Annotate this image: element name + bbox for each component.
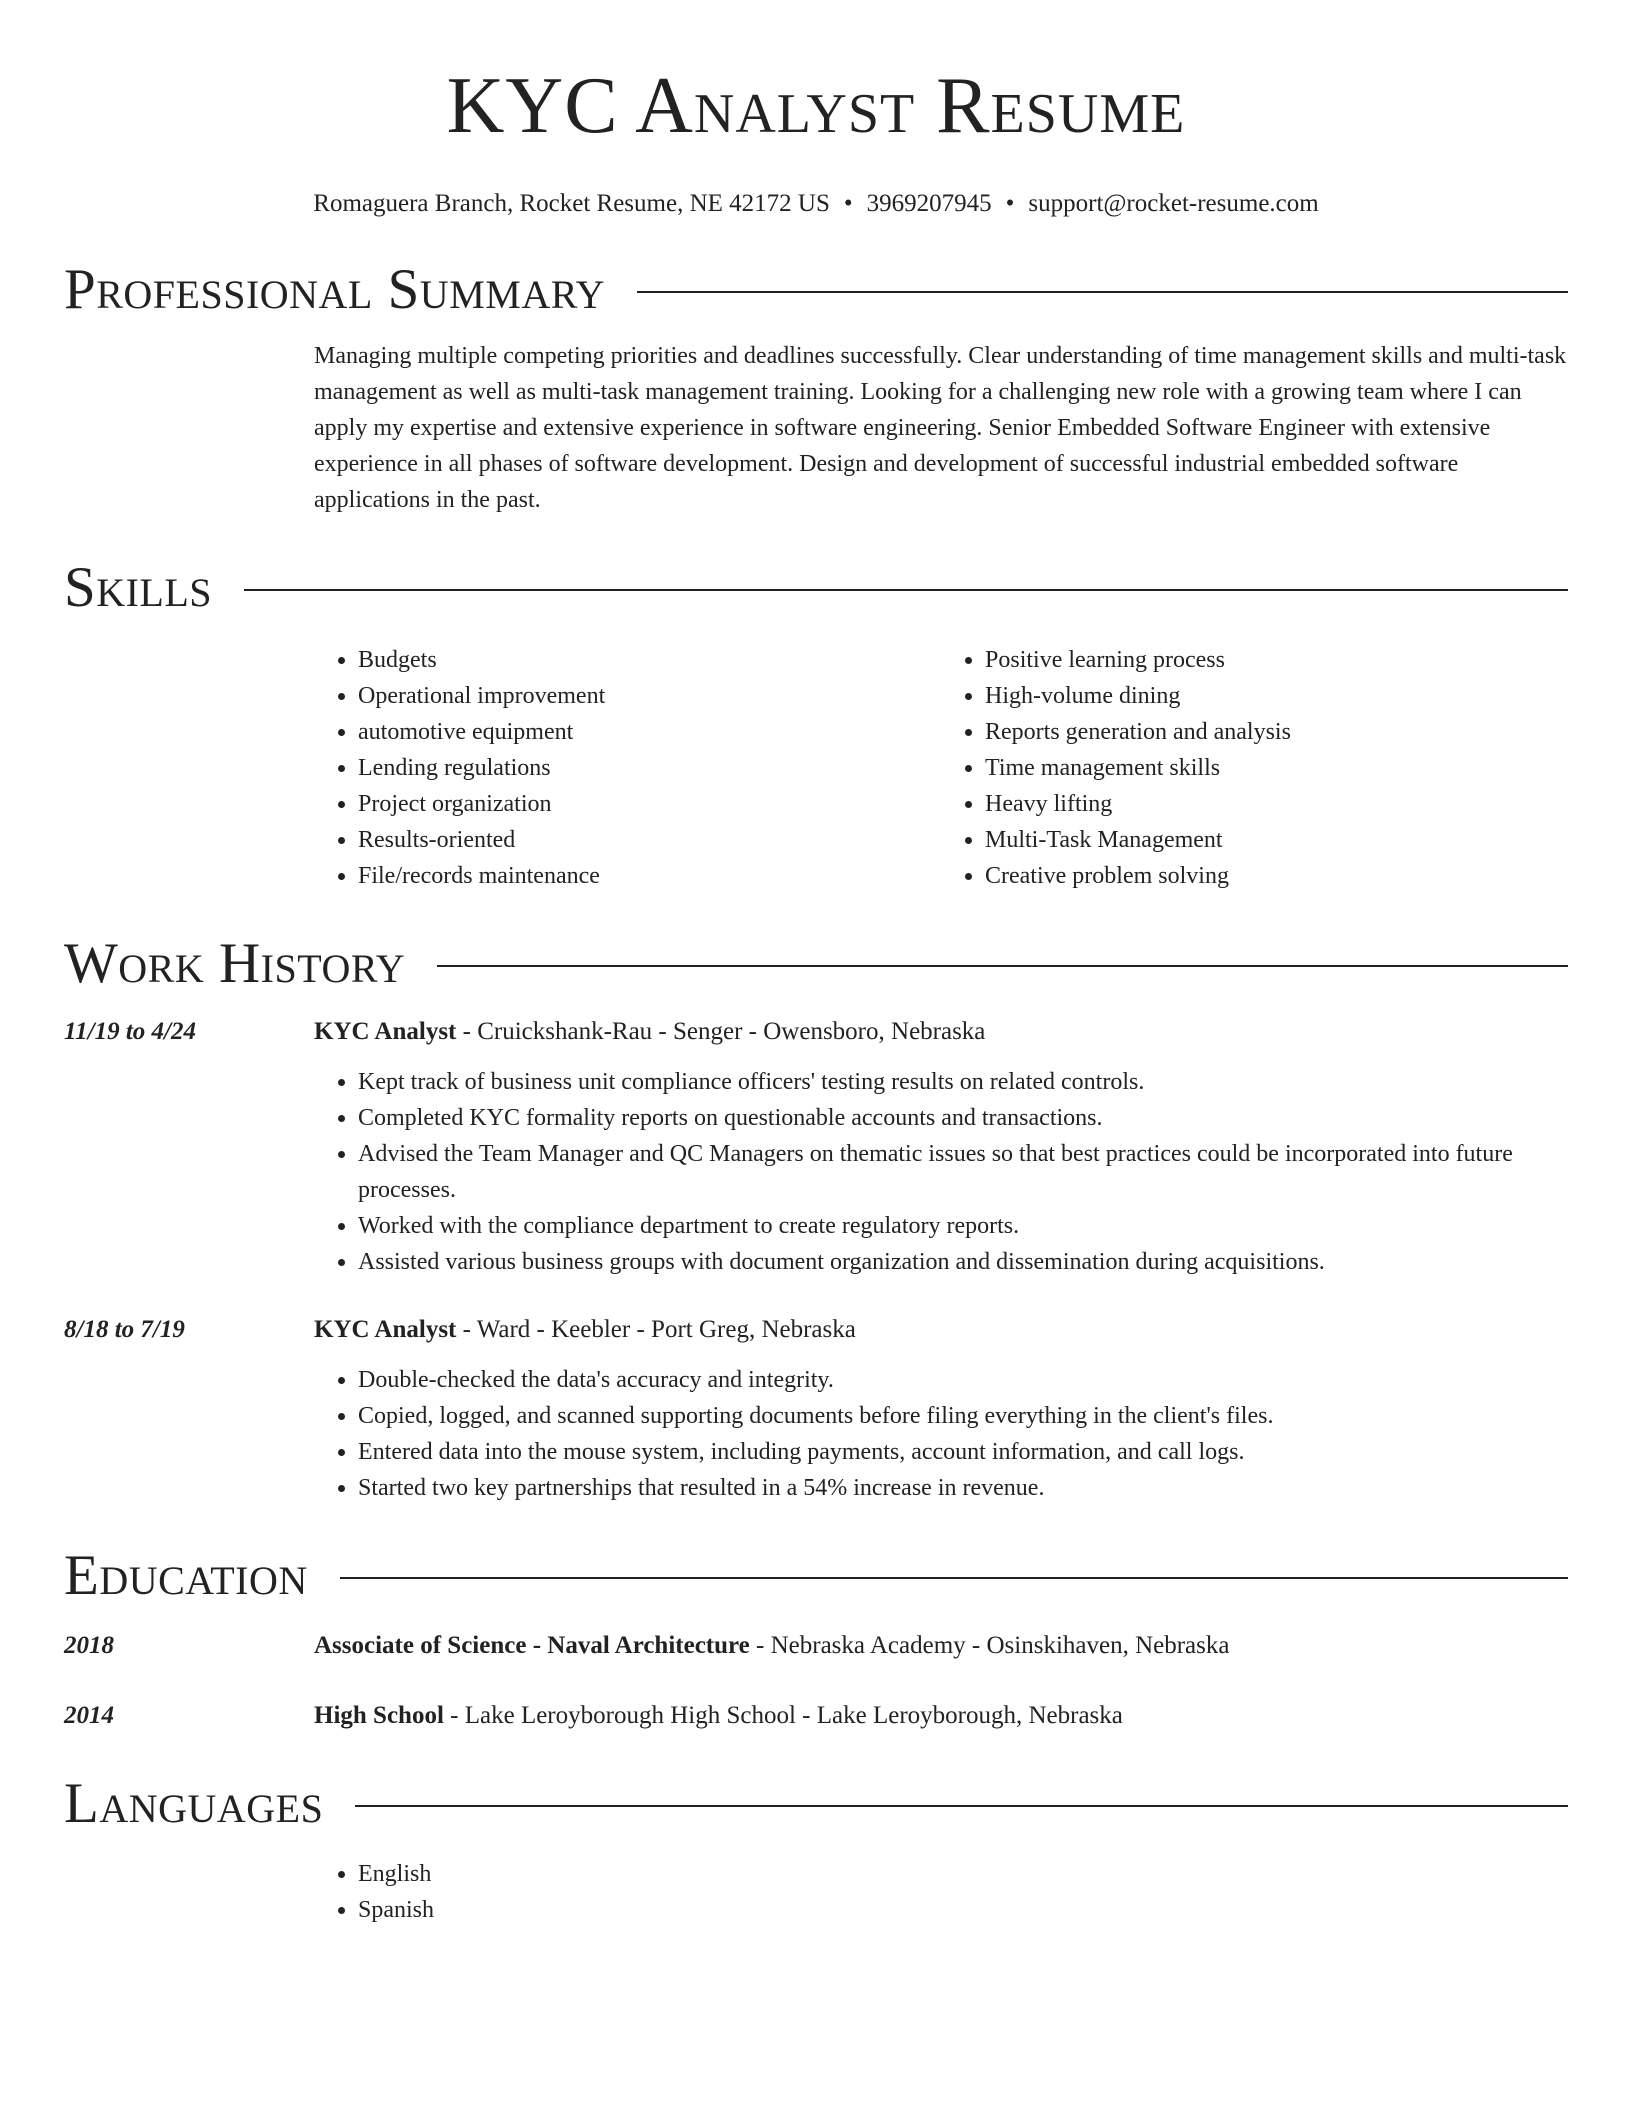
education-heading: Education — [64, 1544, 308, 1607]
job-dates: 11/19 to 4/24 — [64, 1018, 196, 1045]
education-details: - Lake Leroyborough High School - Lake Leroyborough, Nebraska — [443, 1702, 1123, 1729]
skill-item: • Operational improvement — [358, 678, 941, 714]
job-bullets — [314, 1064, 1568, 1280]
job-dates: 8/18 to 7/19 — [64, 1316, 185, 1343]
job-bullets — [314, 1362, 1568, 1506]
education-entry — [64, 1698, 1568, 1734]
languages-list — [314, 1856, 1568, 1928]
skill-item: • automotive equipment — [358, 714, 941, 750]
skill-item: • Reports generation and analysis — [985, 714, 1568, 750]
job-bullet: • Double-checked the data's accuracy and integrity. — [358, 1362, 1568, 1398]
job-bullet: • Worked with the compliance department to create regulatory reports. — [358, 1208, 1568, 1244]
education-year: 2014 — [64, 1702, 114, 1729]
job-bullet: • Assisted various business groups with document organization and dissemination during acquisitions. — [358, 1244, 1568, 1280]
job-bullet: • Started two key partnerships that resulted in a 54% increase in revenue. — [358, 1470, 1568, 1506]
work-heading: Work History — [64, 932, 406, 995]
skill-item: • File/records maintenance — [358, 858, 941, 894]
job-details: - Ward - Keebler - Port Greg, Nebraska — [456, 1316, 856, 1343]
skills-heading: Skills — [64, 556, 213, 619]
skill-item: • Budgets — [358, 642, 941, 678]
language-item: • English — [358, 1856, 1568, 1892]
resume-page — [64, 0, 1568, 1928]
resume-title: KYC Analyst Resume — [446, 62, 1186, 150]
section-divider — [355, 1805, 1568, 1807]
job-entry — [64, 1312, 1568, 1506]
education-degree: High School — [314, 1702, 444, 1729]
skill-item: • Positive learning process — [985, 642, 1568, 678]
education-section-header — [64, 1544, 1568, 1608]
job-entry — [64, 1014, 1568, 1280]
skill-item: • Results-oriented — [358, 822, 941, 858]
job-details: - Cruickshank-Rau - Senger - Owensboro, Nebraska — [456, 1018, 986, 1045]
job-bullet: • Completed KYC formality reports on questionable accounts and transactions. — [358, 1100, 1568, 1136]
skills-column-left — [314, 642, 941, 894]
education-entry — [64, 1628, 1568, 1664]
languages-section-header — [64, 1772, 1568, 1836]
skills-column-right — [941, 642, 1568, 894]
skills-list — [314, 642, 1568, 894]
job-title: KYC Analyst — [314, 1316, 457, 1343]
summary-heading: Professional Summary — [64, 258, 606, 321]
contact-phone: 3969207945 — [866, 190, 992, 217]
skill-item: • Project organization — [358, 786, 941, 822]
job-bullet: • Copied, logged, and scanned supporting documents before filing everything in the client's files. — [358, 1398, 1568, 1434]
contact-email: support@rocket-resume.com — [1028, 190, 1319, 217]
job-header — [314, 1014, 1568, 1050]
section-divider — [437, 965, 1568, 967]
contact-separator: • — [843, 190, 853, 217]
job-bullet: • Entered data into the mouse system, including payments, account information, and call logs. — [358, 1434, 1568, 1470]
contact-line — [64, 188, 1568, 220]
section-divider — [244, 589, 1568, 591]
skill-item: • Time management skills — [985, 750, 1568, 786]
language-item: • Spanish — [358, 1892, 1568, 1928]
skills-section-header — [64, 556, 1568, 620]
skill-item: • Heavy lifting — [985, 786, 1568, 822]
skill-item: • Multi-Task Management — [985, 822, 1568, 858]
skill-item: • Lending regulations — [358, 750, 941, 786]
work-section-header — [64, 932, 1568, 996]
education-details: - Nebraska Academy - Osinskihaven, Nebraska — [749, 1632, 1230, 1659]
languages-heading: Languages — [64, 1772, 324, 1835]
section-divider — [340, 1577, 1568, 1579]
job-title: KYC Analyst — [314, 1018, 457, 1045]
contact-address: Romaguera Branch, Rocket Resume, NE 42172 US — [313, 190, 830, 217]
contact-separator: • — [1005, 190, 1015, 217]
job-header — [314, 1312, 1568, 1348]
section-divider — [637, 291, 1568, 293]
skill-item: • High-volume dining — [985, 678, 1568, 714]
education-year: 2018 — [64, 1632, 114, 1659]
education-degree: Associate of Science - Naval Architecture — [314, 1632, 750, 1659]
summary-section-header — [64, 258, 1568, 322]
job-bullet: • Kept track of business unit compliance officers' testing results on related controls. — [358, 1064, 1568, 1100]
summary-text: Managing multiple competing priorities and deadlines successfully. Clear understanding of time management skills and multi-task management as well as multi-task management training. Looking for a challenging new role with a growing team where I can apply my expertise and extensive experience in software engineering. Senior Embedded Software Engineer with extensive experience in all phases of software development. Design and development of successful industrial embedded software applications in the past. — [314, 343, 1567, 513]
skill-item: • Creative problem solving — [985, 858, 1568, 894]
job-bullet: • Advised the Team Manager and QC Managers on thematic issues so that best practices could be incorporated into future processes. — [358, 1136, 1568, 1208]
